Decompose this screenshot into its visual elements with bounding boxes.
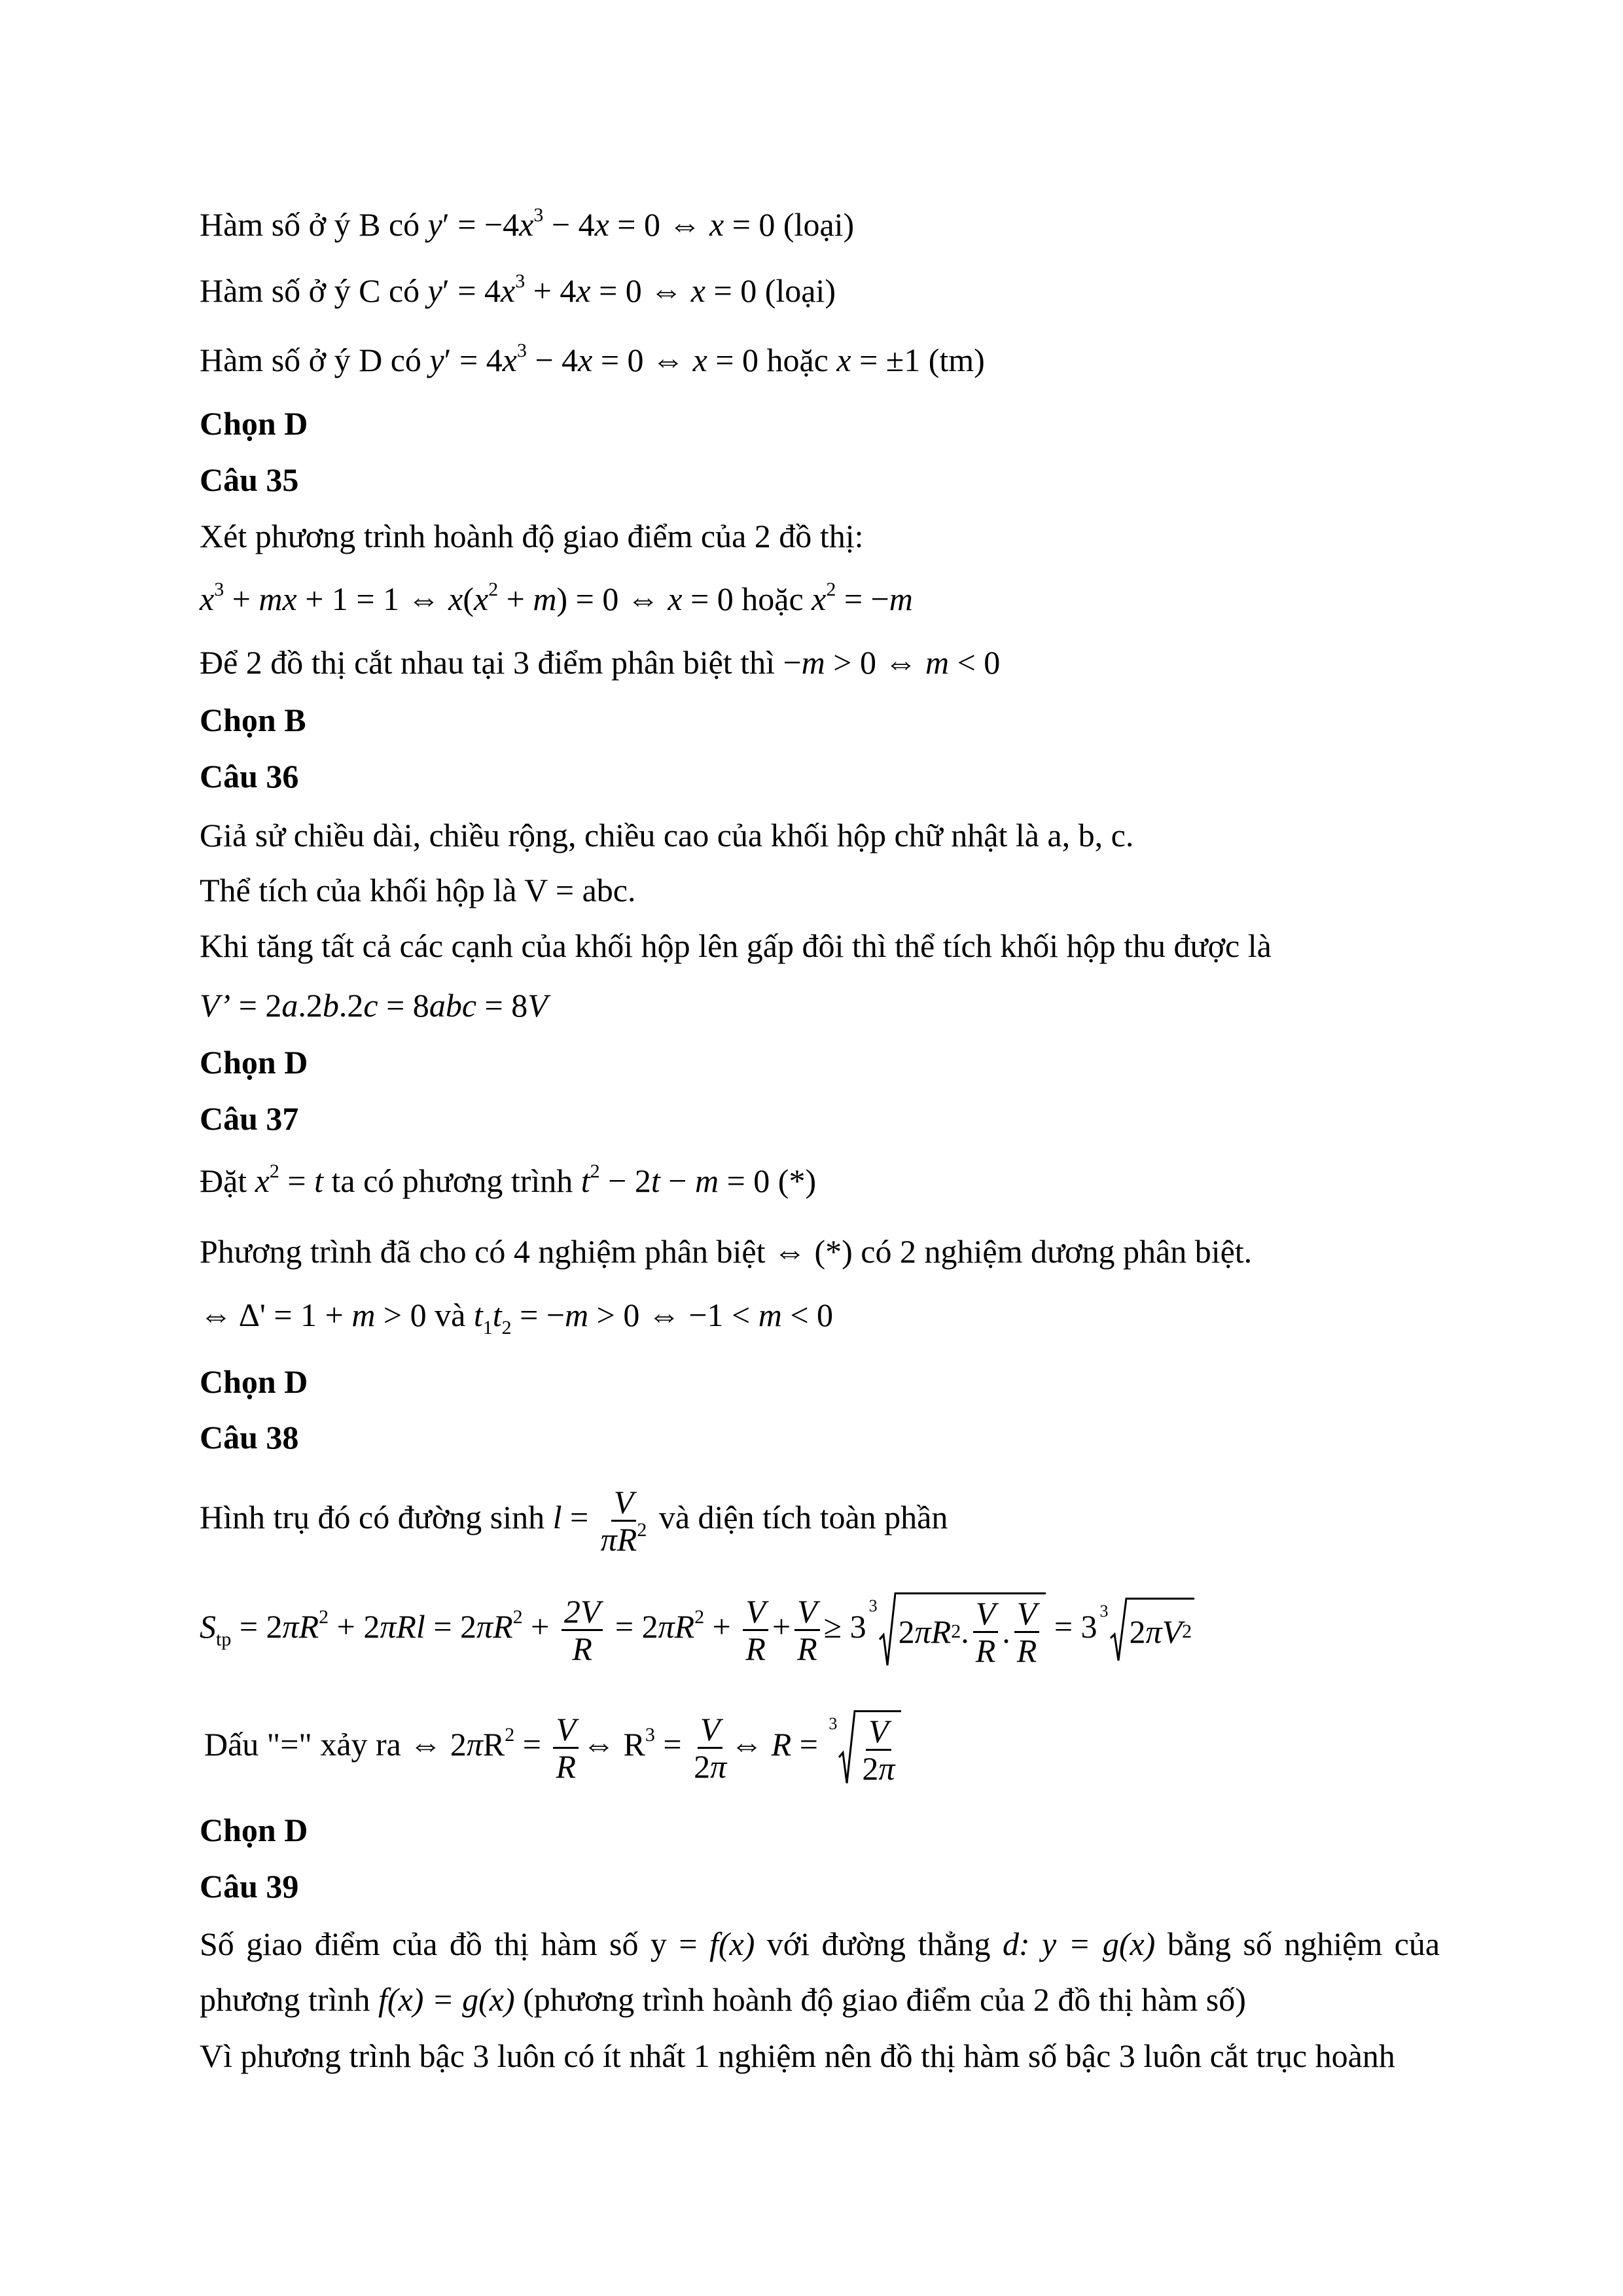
text-run: 2: [862, 1749, 879, 1787]
text-run: +: [772, 1608, 791, 1645]
math-italic: πR: [658, 1608, 695, 1645]
denominator: [745, 1631, 766, 1666]
text-run: = 8: [476, 987, 528, 1024]
math-italic: V: [700, 1711, 721, 1748]
text-run: ) = 0 ⇔: [556, 581, 668, 617]
math-italic: f(x): [709, 1926, 755, 1962]
bold-heading: Câu 37: [200, 1100, 299, 1137]
math-italic: x: [448, 581, 463, 617]
denominator: [694, 1749, 726, 1784]
math-italic: x: [812, 581, 827, 617]
math-italic: m: [694, 1162, 719, 1199]
denominator: [1017, 1633, 1037, 1668]
bold-heading: Chọn D: [200, 1812, 308, 1848]
text-run: +: [522, 1608, 558, 1645]
math-italic: x: [668, 581, 683, 617]
math-italic: πR: [600, 1521, 637, 1558]
text-run: Hình trụ đó có đường sinh: [200, 1499, 553, 1535]
math-italic: R: [1016, 1632, 1037, 1669]
radicand: [855, 1710, 901, 1786]
text-run: +: [704, 1608, 740, 1645]
math-italic: V: [797, 1593, 817, 1630]
math-italic: π: [466, 1726, 483, 1763]
math-italic: π: [878, 1749, 895, 1787]
math-italic: x: [690, 272, 705, 309]
math-italic: V: [745, 1593, 766, 1630]
text-run: = 0 (*): [719, 1162, 817, 1199]
text-run: + 2: [329, 1608, 380, 1645]
text-run: = 0 hoặc: [707, 342, 837, 378]
text-run: = 0 (loại): [724, 206, 855, 243]
text-run: − 4: [543, 206, 595, 243]
radical-sign-icon: [1110, 1598, 1127, 1663]
bold-heading: Chọn D: [200, 1363, 308, 1400]
text-run: > 0 ⇔: [825, 644, 925, 681]
math-italic: R: [975, 1632, 996, 1669]
numerator: [1014, 1596, 1040, 1633]
text-run: = −: [836, 581, 889, 617]
text-run: Số giao điểm của đồ thị hàm số y =: [200, 1926, 709, 1962]
text-line: [200, 205, 854, 244]
text-line: [200, 1232, 1252, 1271]
text-run: ′ = −4: [442, 206, 520, 243]
text-run: Vì phương trình bậc 3 luôn có ít nhất 1 nghiệm nên đồ thị hàm số bậc 3 luôn cắt trục hoành: [200, 2037, 1395, 2074]
text-run: = 2: [425, 1608, 477, 1645]
math-italic: R: [771, 1726, 792, 1763]
bold-heading: Câu 38: [200, 1419, 299, 1456]
text-run: .2: [298, 987, 323, 1024]
text-line: [200, 926, 1272, 965]
math-italic: m: [925, 644, 950, 681]
fraction: [1014, 1596, 1040, 1668]
fraction: [694, 1712, 726, 1784]
math-italic: y: [427, 272, 442, 309]
text-run: R: [482, 1726, 505, 1763]
text-line: [200, 700, 306, 740]
superscript: 2: [694, 1606, 705, 1628]
math-italic: π: [710, 1748, 727, 1785]
text-line: [200, 1924, 1440, 1964]
text-run: ′ = 4: [442, 272, 501, 309]
text-run: Để 2 đồ thị cắt nhau tại 3 điểm phân biệt thì −: [200, 644, 802, 681]
text-run: Hàm số ở ý C có: [200, 272, 428, 309]
math-italic: πR: [282, 1608, 319, 1645]
math-italic: t: [314, 1162, 324, 1199]
text-run: > 0 ⇔ −1 <: [588, 1297, 758, 1333]
text-run: < 0: [781, 1297, 834, 1333]
fraction: [553, 1712, 579, 1784]
text-run: = −: [511, 1297, 565, 1333]
math-italic: S: [200, 1608, 216, 1645]
bold-heading: Chọn B: [200, 702, 306, 738]
superscript: 2: [319, 1606, 329, 1628]
text-run: với đường thẳng: [755, 1926, 1003, 1962]
root-index: 3: [868, 1596, 878, 1615]
math-italic: x: [519, 206, 534, 243]
text-line: [200, 579, 913, 619]
superscript: 3: [515, 270, 526, 292]
superscript: 3: [214, 579, 224, 600]
text-line: [200, 516, 863, 556]
math-italic: R: [572, 1630, 592, 1668]
text-run: =: [654, 1726, 690, 1763]
math-italic: mx: [259, 581, 297, 617]
fraction: [743, 1594, 768, 1666]
math-italic: m: [351, 1297, 376, 1333]
denominator: [572, 1631, 592, 1666]
text-run: −: [660, 1162, 695, 1199]
math-italic: x: [692, 342, 707, 378]
text-run: − 2: [599, 1162, 651, 1199]
text-run: 2: [898, 1613, 915, 1651]
text-line: [200, 1043, 308, 1082]
text-run: > 0 và: [375, 1297, 474, 1333]
text-run: Phương trình đã cho có 4 nghiệm phân biệt ⇔ (*) có 2 nghiệm dương phân biệt.: [200, 1233, 1253, 1270]
text-run: (phương trình hoành độ giao điểm của 2 đồ thị hàm số): [514, 1981, 1246, 2018]
numerator: [562, 1594, 603, 1631]
math-italic: abc: [429, 987, 477, 1024]
text-run: = 0 (loại): [705, 272, 836, 309]
text-run: Đặt: [200, 1162, 255, 1199]
fraction: [862, 1713, 895, 1786]
text-run: +: [224, 581, 259, 617]
text-line: [200, 1810, 308, 1850]
math-italic: R: [797, 1630, 817, 1668]
radicand: 2 πR 2 . $\frac{V}{R}$ . $\frac{V}{R}$: [896, 1592, 1046, 1668]
denominator: [797, 1631, 817, 1666]
cube-root: [869, 1592, 1046, 1668]
math-italic: 2V: [563, 1593, 601, 1630]
text-run: Xét phương trình hoành độ giao điểm của 2 đồ thị:: [200, 518, 864, 554]
text-run: = 0 ⇔: [590, 272, 691, 309]
bold-heading: Chọn D: [200, 1044, 308, 1081]
radical-sign-icon: [879, 1592, 896, 1668]
text-run: .2: [338, 987, 364, 1024]
denominator: [862, 1751, 895, 1786]
text-line: [200, 1161, 816, 1200]
math-italic: R: [556, 1748, 577, 1785]
math-italic: x: [576, 272, 591, 309]
text-line: [200, 816, 1133, 855]
math-italic: V: [527, 987, 548, 1024]
math-italic: V: [613, 1484, 634, 1521]
text-run: ⇔ R: [582, 1726, 645, 1763]
radical-sign-icon: [838, 1710, 855, 1786]
text-run: bằng số nghiệm của: [1155, 1926, 1440, 1962]
text-run: ⇔ Δ' = 1 +: [200, 1297, 352, 1333]
text-run: + 1 = 1 ⇔: [296, 581, 449, 617]
text-run: = 0 hoặc: [682, 581, 812, 617]
math-italic: m: [565, 1297, 589, 1333]
text-run: (: [463, 581, 474, 617]
subscript: 1: [482, 1317, 493, 1338]
text-run: =: [514, 1726, 550, 1763]
math-italic: m: [758, 1297, 782, 1333]
bold-heading: Câu 39: [200, 1868, 299, 1905]
math-italic: c: [363, 987, 378, 1024]
text-run: = 0 ⇔: [609, 206, 709, 243]
root-index: 3: [829, 1713, 838, 1733]
text-line: [200, 2036, 1395, 2075]
text-line: [200, 986, 548, 1025]
text-run: ≥ 3: [823, 1608, 866, 1645]
math-italic: t: [492, 1297, 502, 1333]
math-italic: x: [709, 206, 724, 243]
bold-heading: Câu 35: [200, 461, 299, 498]
text-run: Hàm số ở ý D có: [200, 342, 430, 378]
text-run: = 2: [607, 1608, 658, 1645]
text-run: = 3: [1046, 1608, 1097, 1645]
superscript: 2: [488, 579, 499, 600]
superscript: 3: [516, 340, 527, 361]
denominator: [600, 1519, 647, 1558]
denominator: [976, 1633, 996, 1668]
math-italic: m: [801, 644, 825, 681]
text-run: =: [562, 1499, 597, 1535]
text-line: [200, 870, 635, 910]
text-line: [200, 1478, 948, 1557]
text-line: [200, 271, 836, 310]
text-run: =: [791, 1726, 827, 1763]
math-italic: d: y = g(x): [1002, 1926, 1156, 1962]
text-line: [200, 1980, 1246, 2019]
text-run: 2: [694, 1748, 711, 1785]
fraction: [601, 1484, 647, 1557]
text-run: Hàm số ở ý B có: [200, 206, 428, 243]
text-line: [200, 1295, 834, 1338]
math-italic: x: [473, 581, 489, 617]
math-italic: t: [473, 1297, 483, 1333]
text-line: [200, 757, 298, 796]
text-run: = 2: [230, 987, 282, 1024]
math-italic: f(x) = g(x): [378, 1981, 515, 2018]
text-run: + 4: [525, 272, 577, 309]
text-run: và diện tích toàn phần: [651, 1499, 948, 1535]
math-italic: V’: [200, 987, 231, 1024]
text-line: [200, 460, 298, 499]
fraction: [562, 1594, 603, 1666]
superscript: 2: [826, 579, 836, 600]
math-italic: R: [745, 1630, 766, 1668]
math-italic: t: [580, 1162, 590, 1199]
math-italic: y: [429, 342, 444, 378]
text-run: = 8: [378, 987, 429, 1024]
text-run: − 4: [526, 342, 579, 378]
text-run: = ±1 (tm): [851, 342, 985, 378]
text-run: .: [961, 1613, 969, 1651]
numerator: [973, 1596, 999, 1633]
math-italic: πV: [1145, 1613, 1183, 1651]
text-run: phương trình: [200, 1981, 378, 2018]
text-run: 2: [1129, 1613, 1146, 1651]
superscript: 2: [269, 1160, 279, 1182]
math-italic: x: [255, 1162, 270, 1199]
math-italic: b: [322, 987, 339, 1024]
math-italic: x: [502, 342, 517, 378]
superscript: 2: [637, 1519, 647, 1541]
text-run: ′ = 4: [444, 342, 503, 378]
text-run: Giả sử chiều dài, chiều rộng, chiều cao của khối hộp chữ nhật là a, b, c.: [200, 817, 1134, 853]
text-run: +: [498, 581, 533, 617]
text-line: [204, 1705, 901, 1786]
superscript: 3: [533, 204, 544, 226]
math-italic: x: [594, 206, 609, 243]
text-run: .: [1002, 1613, 1010, 1651]
math-italic: πR: [476, 1608, 513, 1645]
denominator: [556, 1749, 576, 1784]
cube-root: [829, 1710, 901, 1786]
math-italic: V: [868, 1712, 889, 1749]
math-italic: a: [281, 987, 298, 1024]
text-run: Thể tích của khối hộp là V = abc.: [200, 872, 636, 908]
text-line: [200, 340, 985, 380]
bold-heading: Chọn D: [200, 405, 308, 442]
fraction: [973, 1596, 999, 1668]
text-run: ⇔: [730, 1726, 772, 1763]
text-line: [200, 1362, 308, 1401]
superscript: 2: [512, 1606, 523, 1628]
numerator: [698, 1712, 723, 1749]
text-run: =: [279, 1162, 315, 1199]
math-italic: t: [651, 1162, 660, 1199]
text-run: = 2: [231, 1608, 283, 1645]
math-italic: V: [975, 1594, 996, 1632]
math-italic: x: [836, 342, 851, 378]
math-italic: V: [556, 1711, 577, 1748]
math-italic: x: [200, 581, 215, 617]
numerator: [866, 1713, 891, 1751]
math-italic: x: [500, 272, 516, 309]
math-italic: l: [552, 1499, 562, 1535]
math-italic: x: [578, 342, 593, 378]
text-run: < 0: [949, 644, 1001, 681]
math-italic: πR: [914, 1613, 952, 1651]
subscript: 2: [501, 1317, 512, 1338]
superscript: 2: [505, 1724, 515, 1746]
math-italic: πRl: [380, 1608, 425, 1645]
text-line: [200, 1587, 1194, 1668]
bold-heading: Câu 36: [200, 758, 299, 795]
math-italic: V: [1016, 1594, 1037, 1632]
numerator: [743, 1594, 768, 1631]
fraction: [794, 1594, 820, 1666]
superscript: 2: [590, 1160, 600, 1182]
text-line: [200, 1418, 298, 1457]
text-run: Khi tăng tất cả các cạnh của khối hộp lên gấp đôi thì thể tích khối hộp thu được là: [200, 927, 1272, 964]
numerator: [611, 1484, 637, 1522]
text-line: [200, 404, 308, 443]
cube-root: [1100, 1598, 1195, 1663]
text-run: ta có phương trình: [323, 1162, 581, 1199]
text-line: [200, 1867, 298, 1906]
math-italic: y: [427, 206, 442, 243]
subscript: tp: [216, 1628, 232, 1650]
numerator: [553, 1712, 579, 1749]
text-line: [200, 643, 1000, 682]
root-index: 3: [1099, 1601, 1109, 1621]
radicand: 2 πV 2: [1127, 1598, 1195, 1663]
text-line: [200, 1099, 298, 1138]
math-italic: m: [889, 581, 913, 617]
numerator: [794, 1594, 820, 1631]
math-italic: m: [533, 581, 557, 617]
text-run: = 0 ⇔: [592, 342, 693, 378]
superscript: 3: [645, 1724, 655, 1746]
text-run: Dấu "=" xảy ra ⇔ 2: [204, 1726, 467, 1763]
